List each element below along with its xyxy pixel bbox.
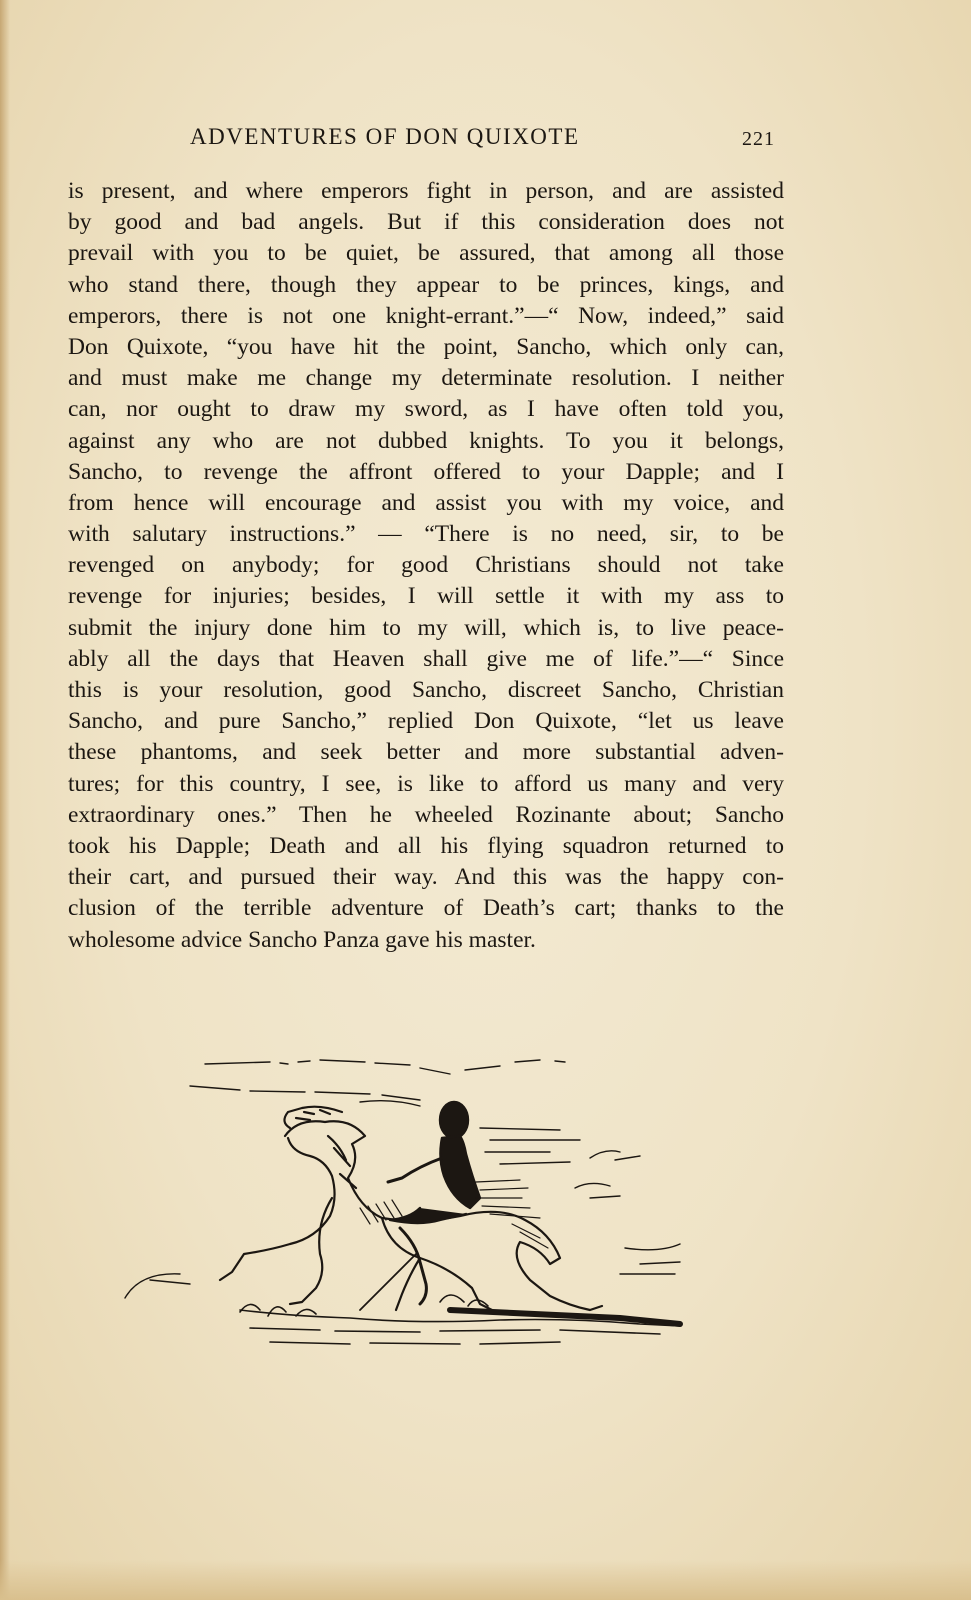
text-line: wholesome advice Sancho Panza gave his master.	[68, 926, 536, 953]
text-line: took his Dapple; Death and all his flying squadron returned to	[68, 832, 784, 859]
text-line: by good and bad angels. But if this consideration does not	[68, 209, 784, 236]
text-line: ably all the days that Heaven shall give me of life.”—“ Since	[68, 645, 784, 672]
text-line: Sancho, and pure Sancho,” replied Don Quixote, “let us leave	[68, 708, 784, 735]
text-line: tures; for this country, I see, is like to afford us many and very	[68, 770, 784, 797]
text-line: against any who are not dubbed knights. To you it belongs,	[68, 427, 784, 454]
text-line: these phantoms, and seek better and more substantial adven-	[68, 739, 784, 766]
page-bottom-shadow	[0, 1560, 971, 1600]
text-line: submit the injury done him to my will, which is, to live peace-	[68, 614, 784, 641]
text-line: their cart, and pursued their way. And this was the happy con-	[68, 864, 784, 891]
ground	[240, 1295, 680, 1344]
horse-rider-engraving	[120, 1048, 710, 1368]
text-line: revenged on anybody; for good Christians should not take	[68, 552, 784, 579]
text-line: Don Quixote, “you have hit the point, Sancho, which only can,	[68, 333, 784, 360]
page-edge-shadow	[0, 0, 10, 1600]
text-line: and must make me change my determinate resolution. I neither	[68, 365, 784, 392]
horse	[220, 1107, 602, 1310]
text-line: emperors, there is not one knight-errant.”—“ Now, indeed,” said	[68, 302, 784, 329]
text-line: who stand there, though they appear to be princes, kings, and	[68, 271, 784, 298]
text-line: extraordinary ones.” Then he wheeled Rozinante about; Sancho	[68, 801, 784, 828]
text-line: from hence will encourage and assist you with my voice, and	[68, 489, 784, 516]
text-line: Sancho, to revenge the affront offered to your Dapple; and I	[68, 458, 784, 485]
page-number: 221	[742, 128, 775, 150]
text-line: with salutary instructions.” — “There is no need, sir, to be	[68, 521, 784, 548]
text-line: this is your resolution, good Sancho, discreet Sancho, Christian	[68, 677, 784, 703]
running-head: ADVENTURES OF DON QUIXOTE	[190, 124, 580, 149]
text-line: clusion of the terrible adventure of Death’s cart; thanks to the	[68, 895, 784, 922]
text-line: can, nor ought to draw my sword, as I have often told you,	[68, 396, 784, 423]
text-line: prevail with you to be quiet, be assured, that among all those	[68, 240, 784, 267]
body-text	[68, 176, 784, 956]
text-line: is present, and where emperors fight in person, and are assisted	[68, 178, 784, 204]
text-line: revenge for injuries; besides, I will settle it with my ass to	[68, 583, 784, 610]
